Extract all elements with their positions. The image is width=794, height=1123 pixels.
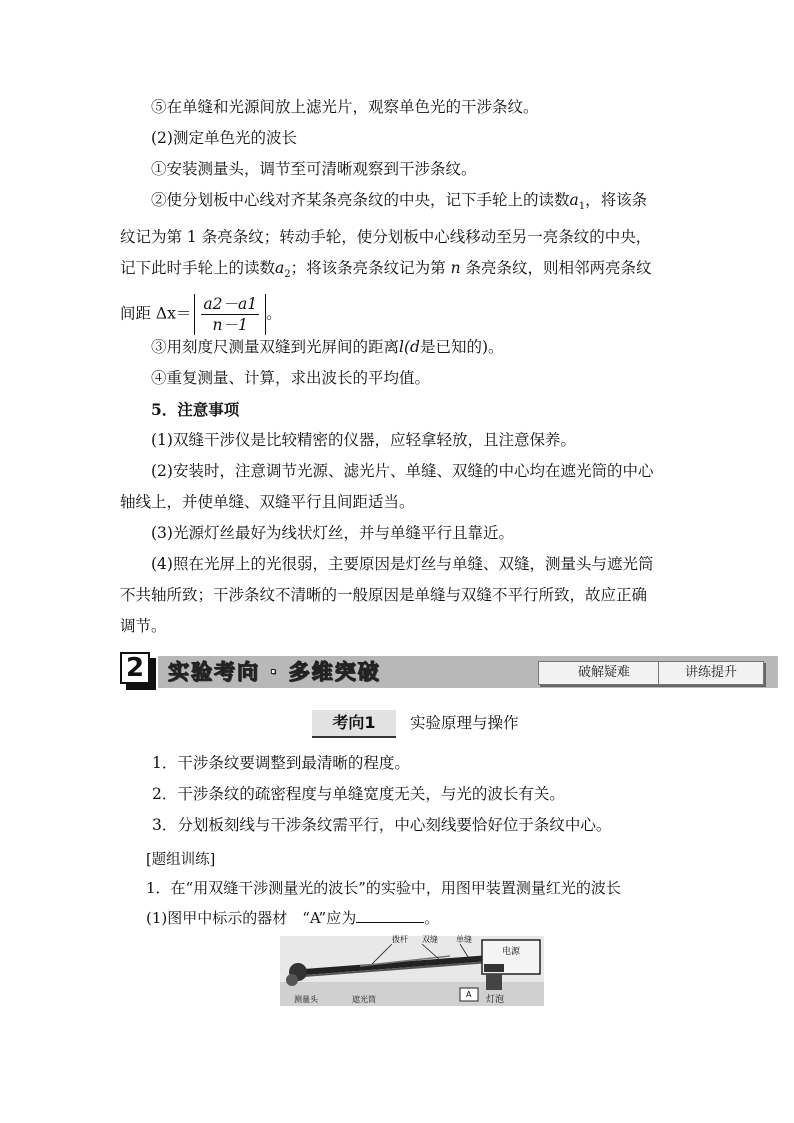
exercise-heading: [题组训练]: [146, 852, 216, 868]
text-line: 纹记为第 1 条亮条纹；转动手轮，使分划板中心线移动至另一亮条纹的中央，: [120, 228, 652, 247]
text-line: 记下此时手轮上的读数$a_2$；将该条亮条纹记为第 n 条亮条纹，则相邻两亮条纹: [120, 259, 652, 281]
subsection-heading: (2)测定单色光的波长: [151, 129, 297, 147]
banner-title: 实验考向 · 多维突破: [168, 660, 381, 684]
fraction-numerator: a2－a1: [203, 295, 258, 314]
label-tube: 遮光筒: [352, 995, 376, 1004]
fraction: [194, 294, 266, 335]
formula-line: 间距 Δx＝ $\frac{a2-a1}{n-1}$ 。: [120, 295, 282, 335]
section-heading: 5．注意事项: [151, 400, 240, 419]
answer-blank[interactable]: [356, 908, 424, 923]
label-double-slit: 双缝: [422, 935, 438, 944]
practice-improve-button[interactable]: 讲练提升: [658, 661, 764, 685]
text-line: 轴线上，并使单缝、双缝平行且间距适当。: [120, 493, 415, 511]
topic-tag: 考向1: [312, 710, 396, 738]
text-line: 不共轴所致；干涉条纹不清晰的一般原因是单缝与双缝不平行所致，故应正确: [120, 586, 648, 604]
label-rod: 拨杆: [392, 935, 408, 944]
fraction-denominator: n－1: [212, 316, 248, 335]
text-line: (2)安装时，注意调节光源、滤光片、单缝、双缝的中心均在遮光筒的中心: [151, 462, 654, 480]
apparatus-figure: [280, 936, 544, 1006]
label-power: 电源: [502, 947, 521, 957]
text-line: (1)双缝干涉仪是比较精密的仪器，应轻拿轻放，且注意保养。: [151, 431, 576, 449]
question-part: (1)图甲中标示的器材 “A”应为 。: [146, 909, 440, 927]
question-text: 1．在“用双缝干涉测量光的波长”的实验中，用图甲装置测量红光的波长: [146, 879, 621, 897]
list-item: 2．干涉条纹的疏密程度与单缝宽度无关，与光的波长有关。: [152, 785, 565, 803]
label-lamp: 灯泡: [486, 995, 505, 1005]
text-line: (4)照在光屏上的光很弱，主要原因是灯丝与单缝、双缝，测量头与遮光筒: [151, 555, 654, 573]
text-line: ②使分划板中心线对齐某条亮条纹的中央，记下手轮上的读数$a_1$，将该条: [151, 191, 648, 213]
text-line: ⑤在单缝和光源间放上滤光片，观察单色光的干涉条纹。: [151, 98, 539, 116]
text-line: ①安装测量头，调节至可清晰观察到干涉条纹。: [151, 160, 477, 178]
section-number-badge: 2: [120, 652, 156, 690]
text-line: ④重复测量、计算，求出波长的平均值。: [151, 369, 431, 387]
procedure-block: [120, 92, 680, 335]
list-item: 1．干涉条纹要调整到最清晰的程度。: [152, 754, 410, 772]
text-line: 调节。: [120, 617, 167, 635]
list-item: 3．分划板刻线与干涉条纹需平行，中心刻线要恰好位于条纹中心。: [152, 816, 612, 834]
exercise-block: [146, 846, 706, 932]
text-line: (3)光源灯丝最好为线状灯丝，并与单缝平行且靠近。: [151, 524, 514, 542]
text-line: ③用刻度尺测量双缝到光屏间的距离l(d是已知的)。: [151, 338, 504, 356]
break-difficulty-button[interactable]: 破解疑难: [538, 661, 670, 685]
label-single-slit: 单缝: [456, 935, 472, 944]
procedure-block-2: [120, 332, 680, 642]
label-measuring-head: 测量头: [294, 995, 318, 1004]
topic-title: 实验原理与操作: [410, 714, 519, 732]
banner-bar: [158, 656, 778, 688]
key-points: [152, 748, 712, 841]
label-a: A: [466, 990, 472, 999]
section-banner: [120, 652, 780, 690]
